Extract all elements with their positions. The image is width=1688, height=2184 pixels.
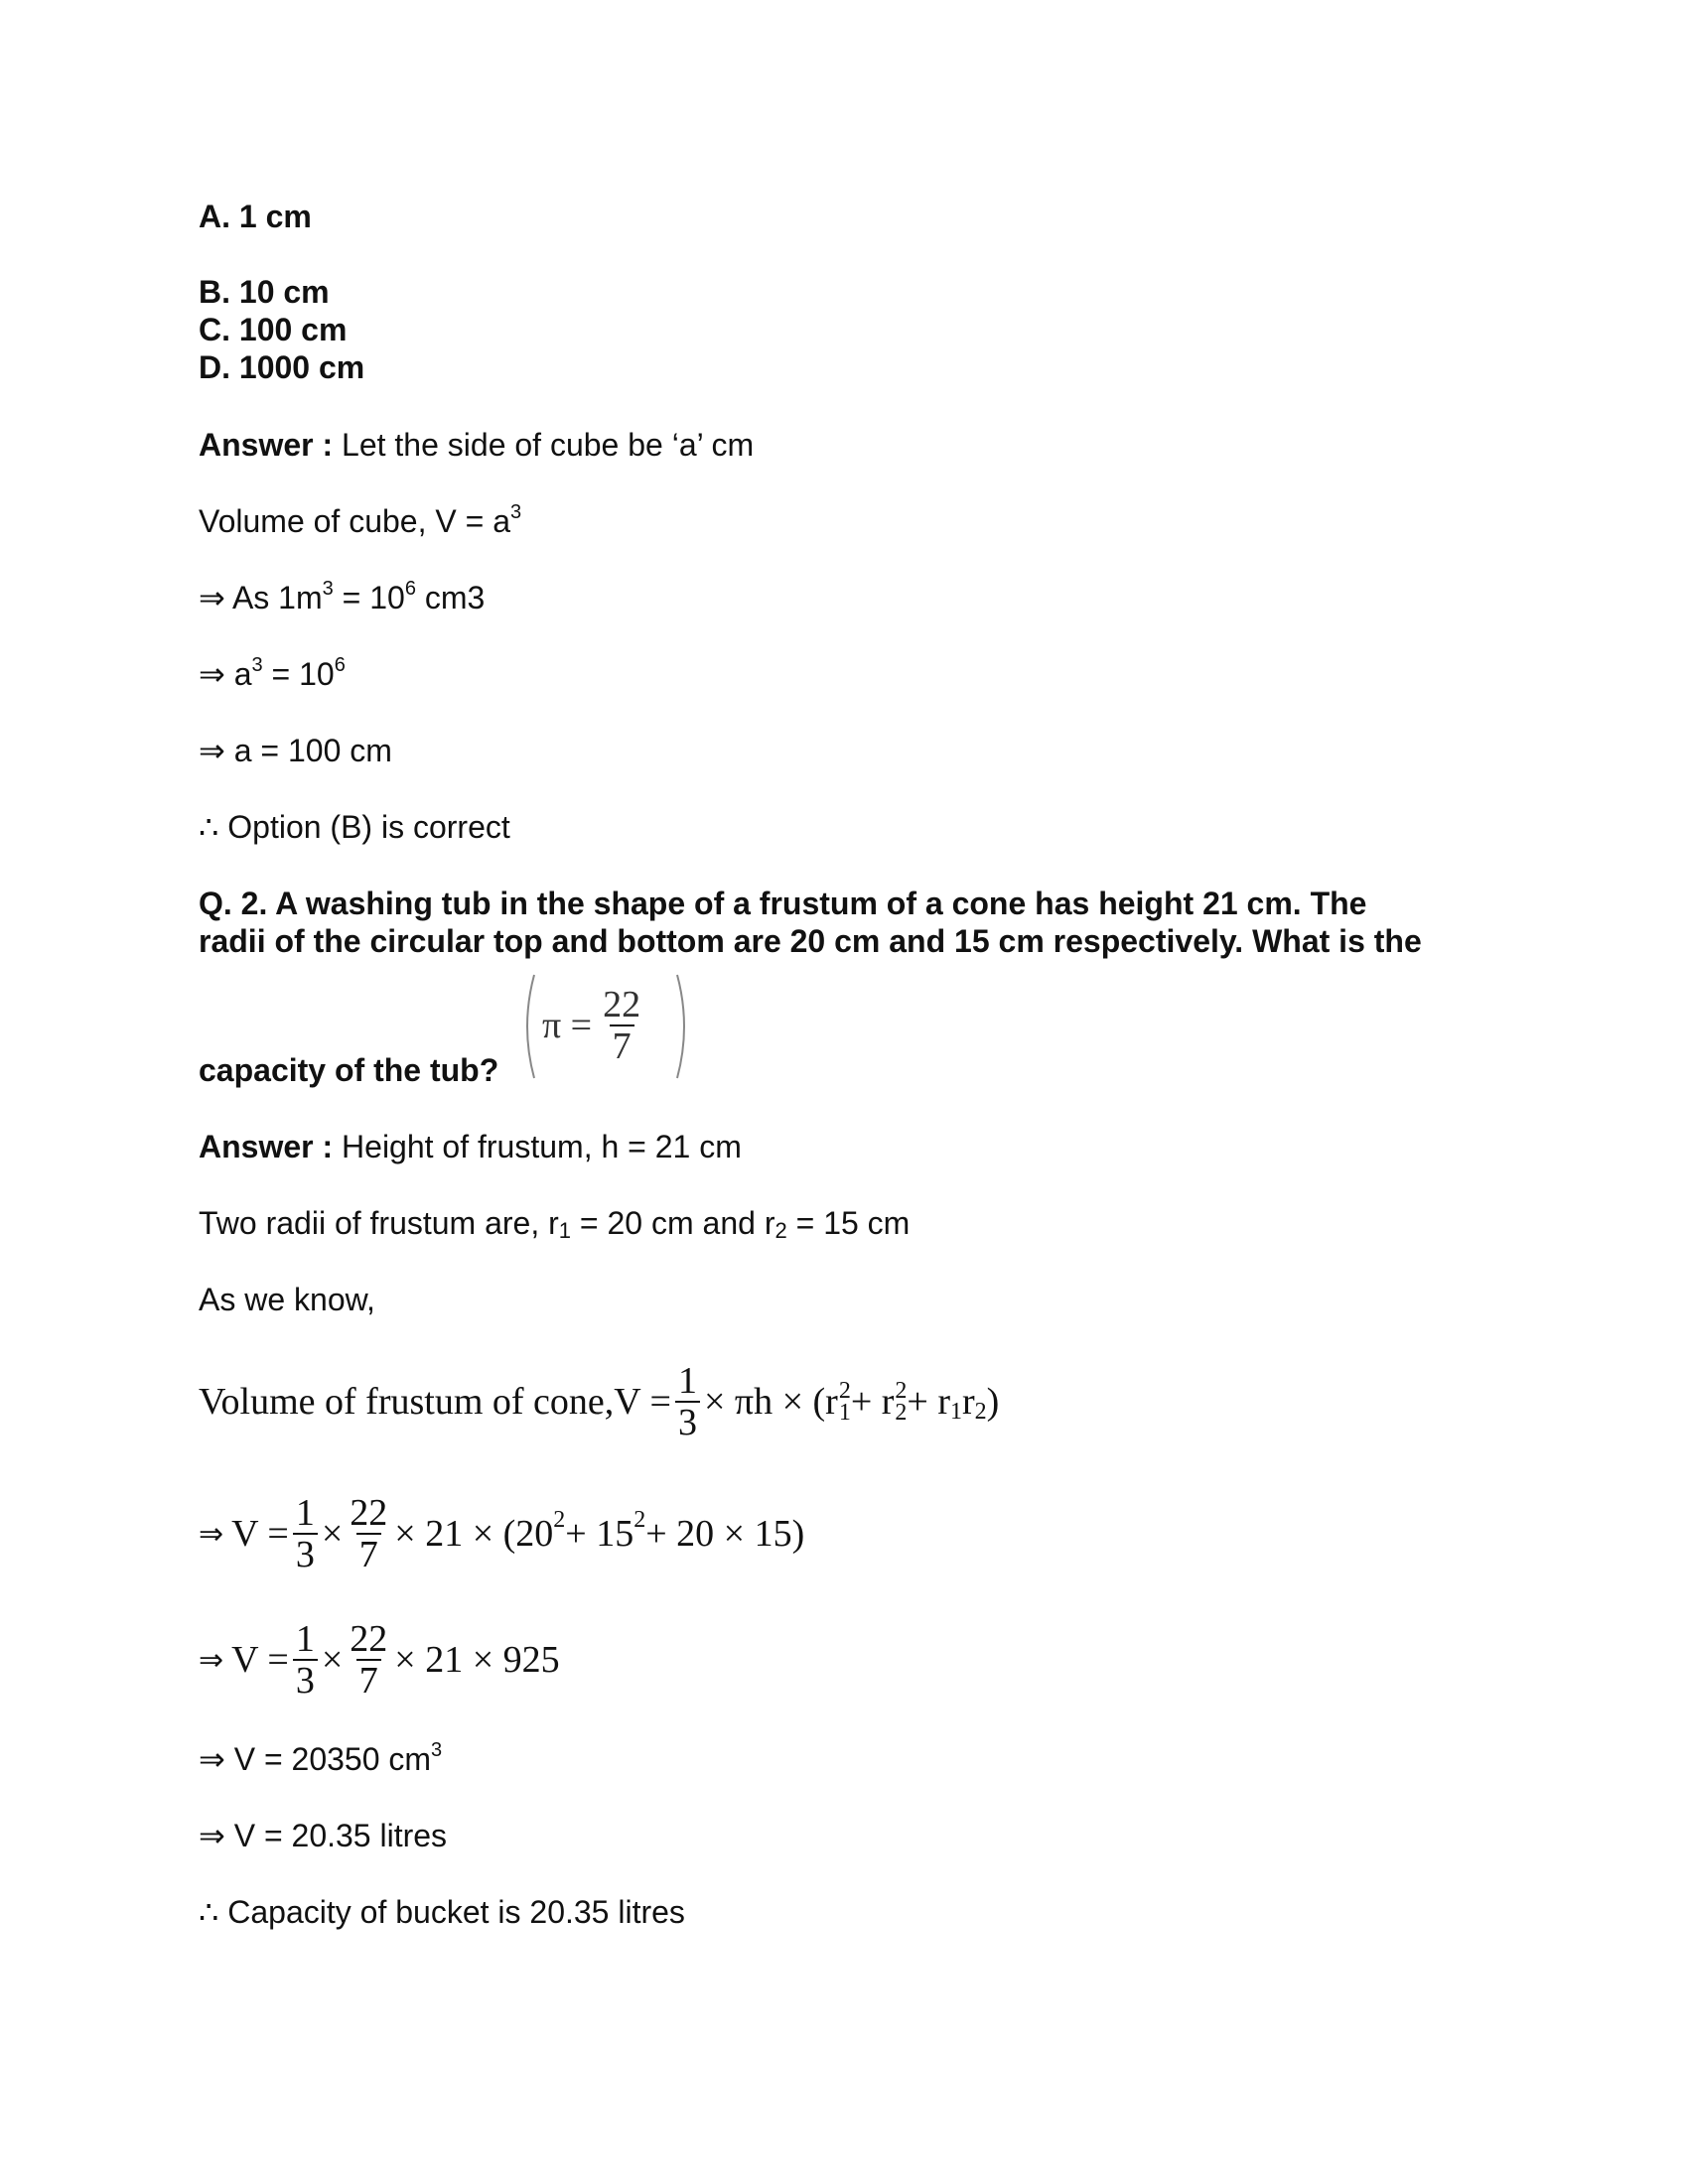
- conversion-post: cm3: [415, 580, 486, 615]
- conversion-mid: = 10: [333, 580, 405, 615]
- answer-text: Height of frustum, h = 21 cm: [333, 1129, 742, 1164]
- q1-conclusion: ∴ Option (B) is correct: [199, 809, 510, 845]
- volume-cm-line: [199, 1739, 442, 1779]
- radii-line: [199, 1203, 910, 1243]
- exponent: 2: [895, 1378, 908, 1404]
- q1-answer-line: [199, 425, 754, 465]
- a-cubed-line: [199, 654, 346, 694]
- fraction-numerator: 1: [677, 1360, 697, 1402]
- pi-numerator: 22: [603, 984, 641, 1025]
- exponent: 3: [251, 654, 263, 676]
- step-a: × 21 × (20: [394, 1513, 554, 1555]
- times-sign: ×: [321, 1639, 344, 1681]
- fraction-numerator: 1: [295, 1492, 315, 1534]
- volume-cm-text: ⇒ V = 20350 cm: [199, 1741, 432, 1777]
- answer-text: Let the side of cube be ‘a’ cm: [333, 427, 755, 463]
- as-we-know: As we know,: [199, 1282, 375, 1317]
- subscript: 1: [558, 1218, 572, 1243]
- exponent: 3: [431, 1739, 443, 1761]
- calc-step-2: [199, 1610, 560, 1709]
- exponent: 6: [404, 578, 416, 600]
- fraction-denominator: 7: [356, 1659, 381, 1701]
- formula-plus: + r: [907, 1381, 951, 1423]
- step-b: + 15: [565, 1513, 634, 1555]
- volume-litres-line: ⇒ V = 20.35 litres: [199, 1818, 448, 1853]
- option-d: D. 1000 cm: [199, 349, 365, 385]
- step-lhs: V =: [231, 1513, 289, 1555]
- fraction-numerator: 1: [295, 1618, 315, 1660]
- formula-r: r: [962, 1381, 975, 1423]
- answer-label: Answer :: [199, 427, 334, 463]
- fraction-numerator: 22: [350, 1618, 388, 1660]
- volume-cube-text: Volume of cube, V = a: [199, 503, 510, 539]
- formula-lhs: Volume of frustum of cone,V =: [199, 1381, 671, 1423]
- option-a: A. 1 cm: [199, 199, 312, 234]
- implies-icon: ⇒: [199, 1516, 224, 1552]
- formula-plus: + r: [850, 1381, 895, 1423]
- step-c: + 20 × 15): [645, 1513, 805, 1555]
- implies-icon: ⇒: [199, 1642, 224, 1678]
- fraction-denominator: 3: [293, 1533, 318, 1574]
- radii-pre: Two radii of frustum are, r: [199, 1205, 559, 1241]
- pi-value: [516, 971, 695, 1082]
- exponent: 3: [322, 578, 334, 600]
- exponent: 2: [633, 1506, 646, 1533]
- right-paren-icon: [673, 971, 695, 1082]
- step-lhs: V =: [231, 1639, 289, 1681]
- q2-answer-line: [199, 1127, 742, 1166]
- q2-conclusion: ∴ Capacity of bucket is 20.35 litres: [199, 1894, 685, 1930]
- q2-question-line1: Q. 2. A washing tub in the shape of a frustum of a cone has height 21 cm. The: [199, 886, 1367, 921]
- radii-mid: = 20 cm and r: [571, 1205, 775, 1241]
- subscript: 2: [974, 1398, 987, 1425]
- subscript: 1: [950, 1398, 963, 1425]
- option-c: C. 100 cm: [199, 312, 348, 347]
- a-cubed-mid: = 10: [262, 656, 335, 692]
- subscript: 1: [838, 1400, 851, 1426]
- calc-step-1: [199, 1484, 804, 1583]
- frustum-formula: [199, 1352, 999, 1451]
- exponent: 2: [838, 1378, 851, 1404]
- q2-question-line2: radii of the circular top and bottom are 20 cm and 15 cm respectively. What is the: [199, 923, 1422, 959]
- formula-close: ): [986, 1381, 1000, 1423]
- pi-denominator: 7: [610, 1024, 634, 1066]
- fraction-numerator: 22: [350, 1492, 388, 1534]
- step-tail: × 21 × 925: [394, 1639, 560, 1681]
- radii-post: = 15 cm: [786, 1205, 911, 1241]
- a-cubed-pre: ⇒ a: [199, 656, 252, 692]
- option-b: B. 10 cm: [199, 274, 330, 310]
- subscript: 2: [895, 1400, 908, 1426]
- formula-mid: × πh × (r: [703, 1381, 838, 1423]
- conversion-pre: ⇒ As 1m: [199, 580, 323, 615]
- pi-label: π =: [542, 1005, 593, 1046]
- fraction-denominator: 7: [356, 1533, 381, 1574]
- a-value-line: ⇒ a = 100 cm: [199, 733, 392, 768]
- conversion-line: [199, 578, 485, 617]
- fraction-denominator: 3: [675, 1401, 700, 1442]
- times-sign: ×: [321, 1513, 344, 1555]
- fraction-denominator: 3: [293, 1659, 318, 1701]
- volume-cube-line: [199, 501, 521, 541]
- exponent: 6: [334, 654, 346, 676]
- exponent: 2: [553, 1506, 566, 1533]
- left-paren-icon: [516, 971, 538, 1082]
- subscript: 2: [774, 1218, 787, 1243]
- q2-question-line3: capacity of the tub?: [199, 1052, 499, 1088]
- answer-label: Answer :: [199, 1129, 334, 1164]
- exponent: 3: [509, 501, 522, 523]
